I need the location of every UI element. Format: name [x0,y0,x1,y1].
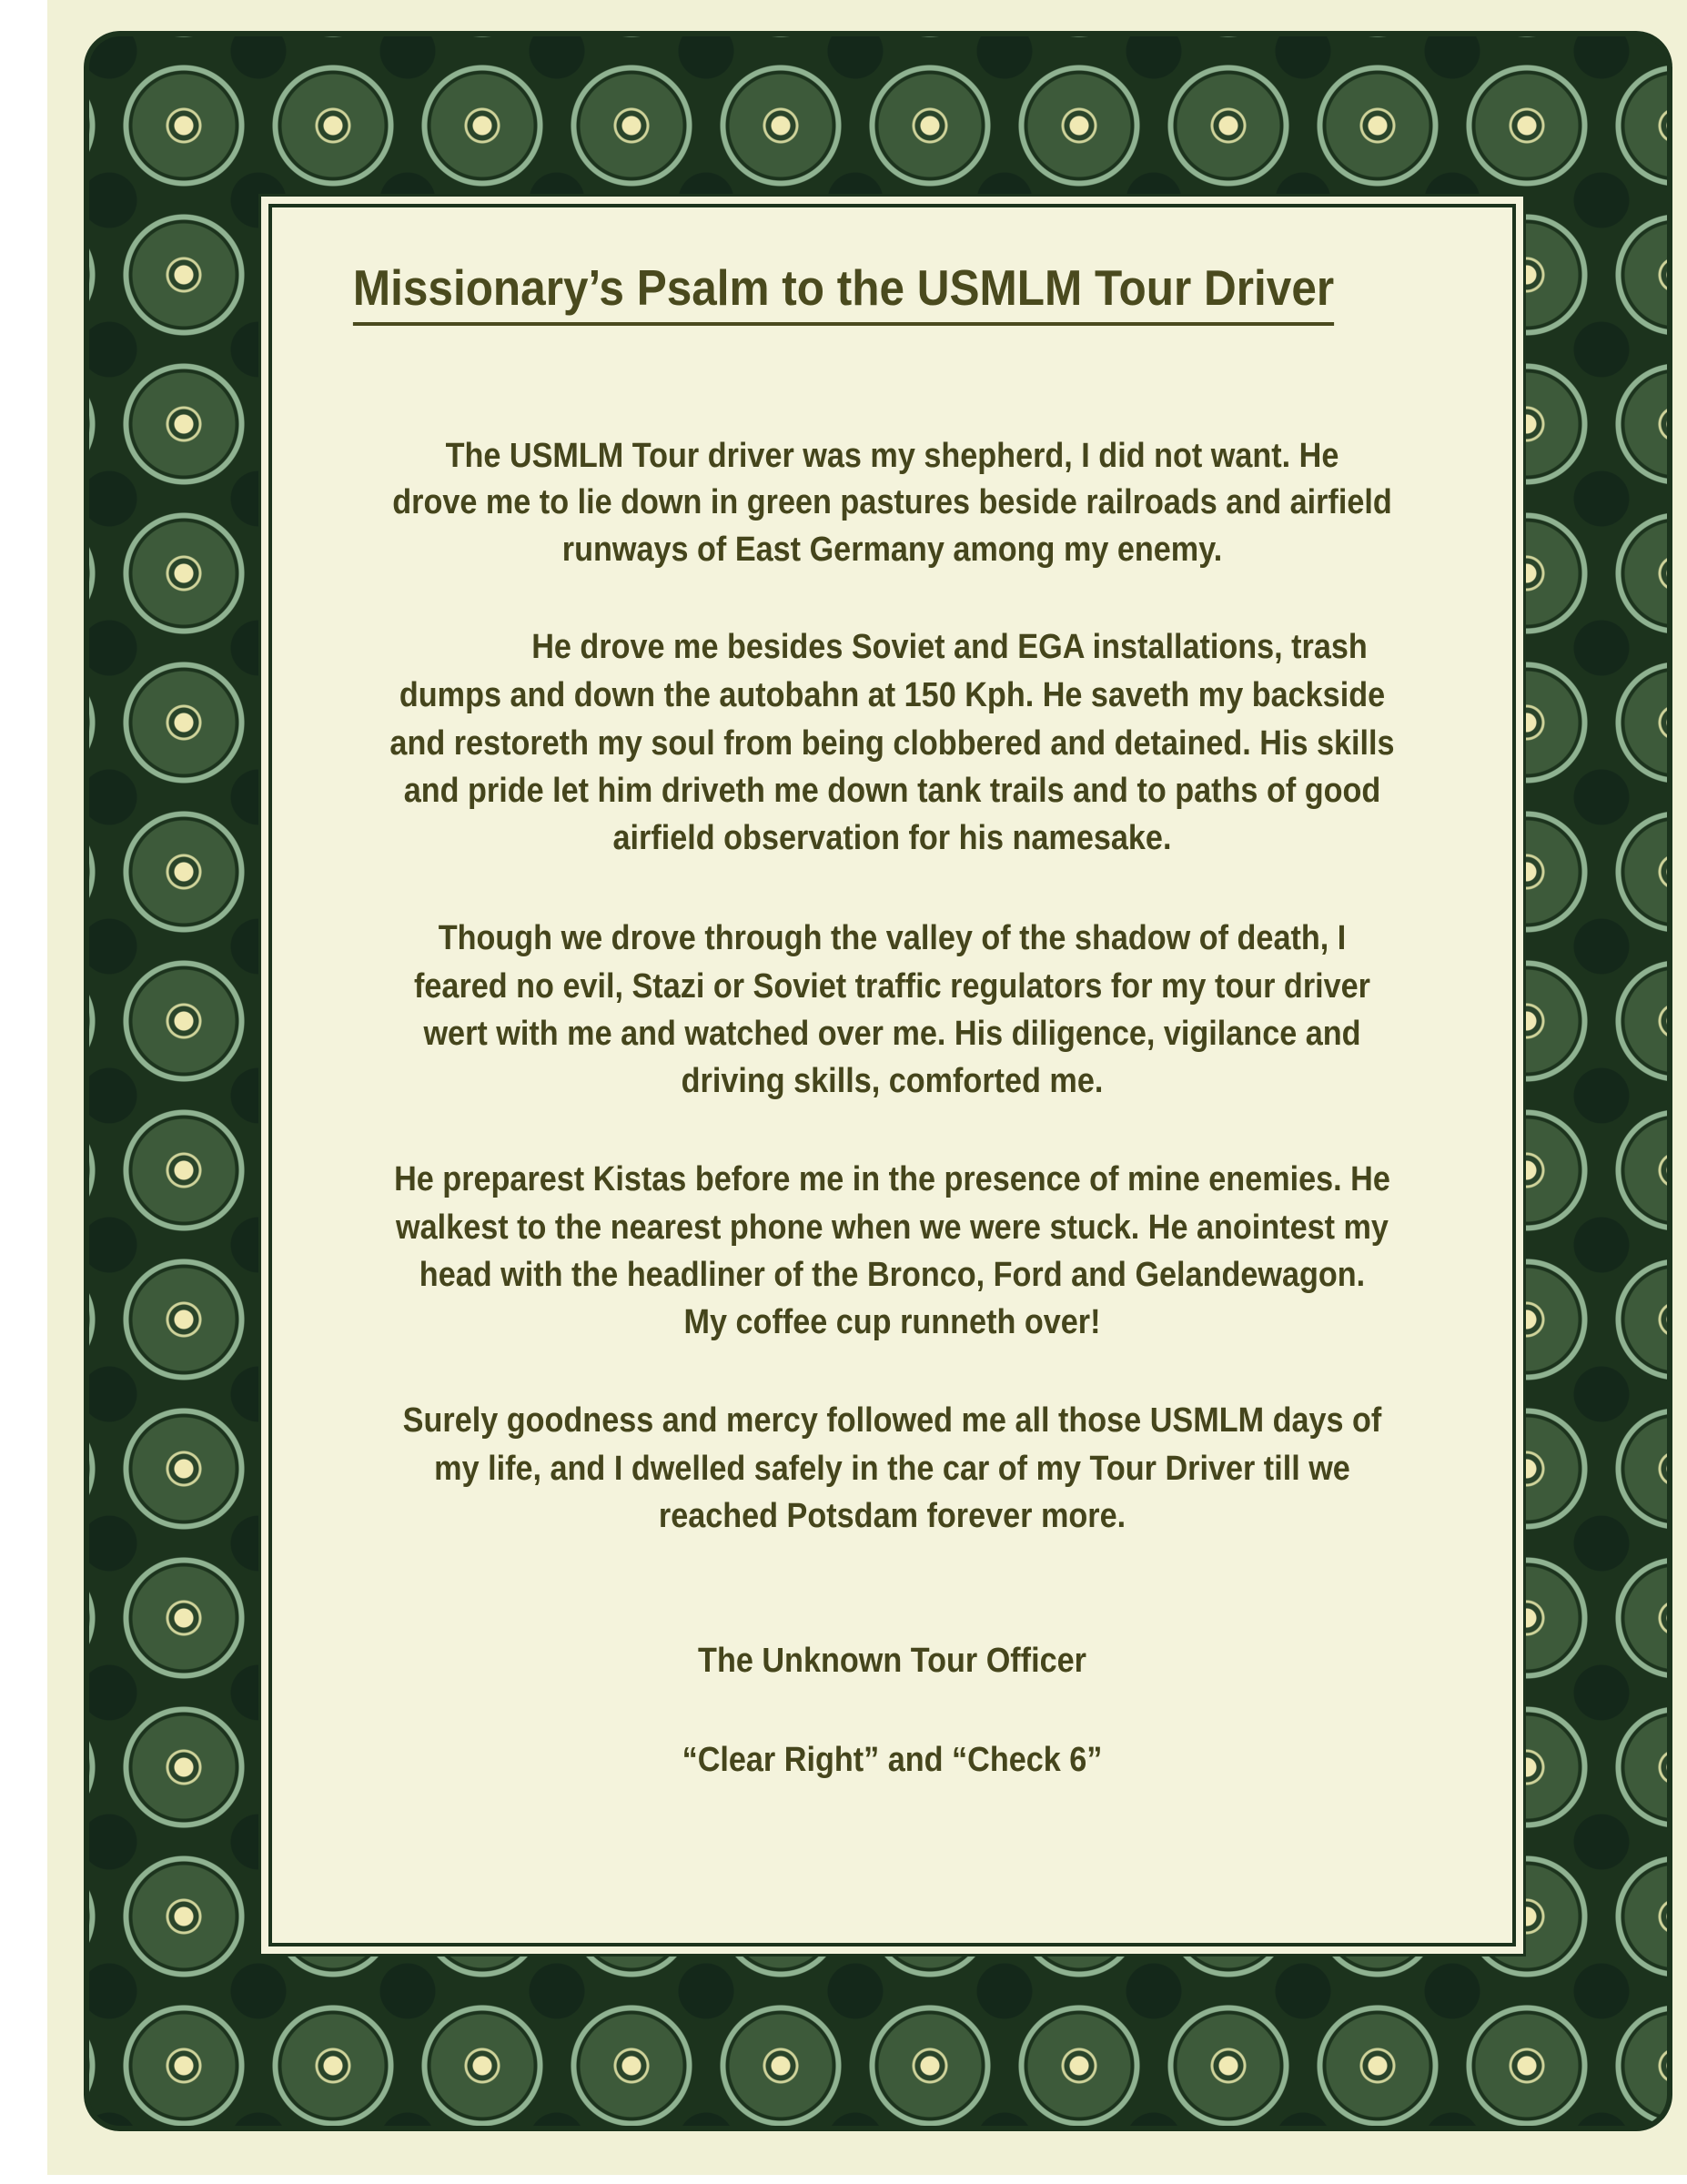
paragraph-5-line: reached Potsdam forever more. [658,1497,1126,1535]
paragraph-2-line: He drove me besides Soviet and EGA installations, trash [531,628,1368,666]
paragraph-2-line: dumps and down the autobahn at 150 Kph. He saveth my backside [399,676,1386,714]
paragraph-5-line: my life, and I dwelled safely in the car of my Tour Driver till we [434,1450,1350,1488]
motto: “Clear Right” and “Check 6” [682,1741,1103,1779]
paragraph-1-line: runways of East Germany among my enemy. [561,531,1223,569]
paragraph-2-line: and pride let him driveth me down tank trails and to paths of good [403,772,1381,810]
paragraph-5-line: Surely goodness and mercy followed me all those USMLM days of [402,1401,1382,1440]
paragraph-4-line: head with the headliner of the Bronco, Ford and Gelandewagon. [419,1256,1366,1294]
paragraph-3-line: driving skills, comforted me. [681,1062,1104,1100]
paragraph-3-line: feared no evil, Stazi or Soviet traffic regulators for my tour driver [414,967,1370,1006]
paragraph-3-line: Though we drove through the valley of the shadow of death, I [438,919,1347,957]
document-title [0,258,1687,326]
paragraph-4-line: walkest to the nearest phone when we were stuck. He anointest my [396,1208,1389,1247]
signature: The Unknown Tour Officer [698,1642,1086,1680]
title-text: Missionary’s Psalm to the USMLM Tour Driver [353,258,1334,326]
paragraph-2-line: and restoreth my soul from being clobbered and detained. His skills [389,724,1395,763]
paragraph-1-line: drove me to lie down in green pastures beside railroads and airfield [392,483,1392,521]
paragraph-4-line: My coffee cup runneth over! [683,1303,1101,1341]
paragraph-1-line: The USMLM Tour driver was my shepherd, I did not want. He [445,437,1339,475]
paragraph-3-line: wert with me and watched over me. His diligence, vigilance and [423,1015,1361,1053]
paragraph-4-line: He preparest Kistas before me in the presence of mine enemies. He [394,1160,1390,1198]
paragraph-2-line: airfield observation for his namesake. [612,819,1172,857]
